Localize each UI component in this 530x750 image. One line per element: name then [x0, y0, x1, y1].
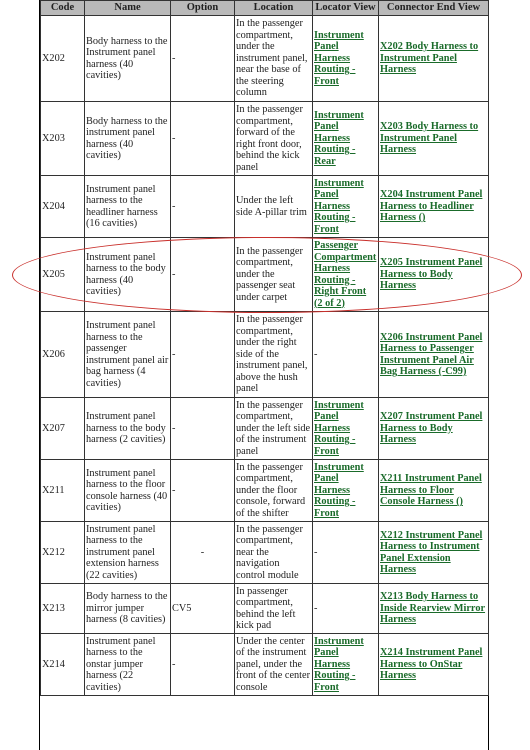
connector-end-view-cell [379, 312, 489, 398]
name-cell: Instrument panel harness to the passenger instrument panel air bag harness (4 cavities) [85, 312, 171, 398]
connector-end-view-cell [379, 460, 489, 522]
option-cell: - [171, 634, 235, 696]
table-row [41, 102, 489, 176]
locator-view-link[interactable]: Instrument Panel Harness Routing - Front [314, 177, 364, 235]
locator-view-link[interactable]: Instrument Panel Harness Routing - Front [314, 635, 364, 693]
option-cell: CV5 [171, 584, 235, 634]
header-row [41, 1, 489, 16]
connector-end-view-link[interactable]: X203 Body Harness to Instrument Panel Harness [380, 121, 479, 156]
name-cell: Instrument panel harness to the floor console harness (40 cavities) [85, 460, 171, 522]
code-cell: X214 [41, 634, 85, 696]
location-cell: In passenger compartment, behind the left kick pad [235, 584, 313, 634]
name-cell: Body harness to the mirror jumper harness (8 cavities) [85, 584, 171, 634]
code-cell: X207 [41, 398, 85, 460]
header-connector-end-view: Connector End View [379, 1, 489, 16]
location-cell: In the passenger compartment, under the left side of the instrument panel [235, 398, 313, 460]
location-cell: In the passenger compartment, near the navigation control module [235, 522, 313, 584]
locator-view-cell [313, 634, 379, 696]
locator-view-cell [313, 176, 379, 238]
location-cell: In the passenger compartment, under the instrument panel, near the base of the steering column [235, 16, 313, 102]
code-cell: X212 [41, 522, 85, 584]
option-cell: - [171, 238, 235, 312]
option-cell: - [171, 522, 235, 584]
name-cell: Body harness to the Instrument panel harness (40 cavities) [85, 16, 171, 102]
code-cell: X203 [41, 102, 85, 176]
option-cell: - [171, 102, 235, 176]
code-cell: X202 [41, 16, 85, 102]
connector-end-view-link[interactable]: X202 Body Harness to Instrument Panel Harness [380, 41, 479, 76]
table-row [41, 460, 489, 522]
table-row [41, 176, 489, 238]
table-row [41, 584, 489, 634]
header-code: Code [41, 1, 85, 16]
location-cell: In the passenger compartment, forward of the right front door, behind the kick panel [235, 102, 313, 176]
connector-end-view-cell [379, 584, 489, 634]
name-cell: Body harness to the instrument panel harness (40 cavities) [85, 102, 171, 176]
location-cell: In the passenger compartment, under the right side of the instrument panel, above the hush panel [235, 312, 313, 398]
connector-end-view-cell [379, 102, 489, 176]
locator-view-link[interactable]: Instrument Panel Harness Routing - Front [314, 29, 364, 87]
option-cell: - [171, 312, 235, 398]
option-cell: - [171, 398, 235, 460]
table-row [41, 312, 489, 398]
code-cell: X204 [41, 176, 85, 238]
table-row [41, 238, 489, 312]
connector-table [40, 0, 489, 696]
location-cell: Under the left side A-pillar trim [235, 176, 313, 238]
locator-view-link[interactable]: Instrument Panel Harness Routing - Rear [314, 109, 364, 167]
connector-end-view-cell [379, 522, 489, 584]
connector-end-view-cell [379, 238, 489, 312]
name-cell: Instrument panel harness to the body harness (2 cavities) [85, 398, 171, 460]
connector-end-view-link[interactable]: X206 Instrument Panel Harness to Passenger Instrument Panel Air Bag Harness (-C99) [380, 331, 483, 377]
header-option: Option [171, 1, 235, 16]
table-row [41, 522, 489, 584]
locator-view-cell: - [313, 312, 379, 398]
connector-end-view-cell [379, 176, 489, 238]
locator-view-link[interactable]: Instrument Panel Harness Routing - Front [314, 461, 364, 519]
name-cell: Instrument panel harness to the body harness (40 cavities) [85, 238, 171, 312]
locator-view-cell [313, 398, 379, 460]
location-cell: In the passenger compartment, under the passenger seat under carpet [235, 238, 313, 312]
connector-end-view-link[interactable]: X211 Instrument Panel Harness to Floor Console Harness () [380, 473, 482, 508]
locator-view-link[interactable]: Instrument Panel Harness Routing - Front [314, 399, 364, 457]
connector-table-page [39, 0, 489, 750]
locator-view-cell: - [313, 522, 379, 584]
code-cell: X211 [41, 460, 85, 522]
locator-view-link[interactable]: Passenger Compartment Harness Routing - Right Front (2 of 2) [314, 240, 377, 309]
name-cell: Instrument panel harness to the onstar jumper harness (22 cavities) [85, 634, 171, 696]
connector-end-view-link[interactable]: X204 Instrument Panel Harness to Headliner Harness () [380, 189, 483, 224]
connector-end-view-link[interactable]: X214 Instrument Panel Harness to OnStar Harness [380, 647, 483, 682]
locator-view-cell [313, 16, 379, 102]
name-cell: Instrument panel harness to the instrument panel extension harness (22 cavities) [85, 522, 171, 584]
connector-end-view-link[interactable]: X212 Instrument Panel Harness to Instrument Panel Extension Harness [380, 529, 483, 575]
connector-end-view-cell [379, 16, 489, 102]
locator-view-cell [313, 102, 379, 176]
connector-end-view-cell [379, 634, 489, 696]
locator-view-cell [313, 238, 379, 312]
connector-end-view-link[interactable]: X207 Instrument Panel Harness to Body Harness [380, 411, 483, 446]
location-cell: Under the center of the instrument panel, under the front of the center console [235, 634, 313, 696]
option-cell: - [171, 460, 235, 522]
name-cell: Instrument panel harness to the headliner harness (16 cavities) [85, 176, 171, 238]
locator-view-cell [313, 460, 379, 522]
connector-end-view-cell [379, 398, 489, 460]
header-locator-view: Locator View [313, 1, 379, 16]
connector-end-view-link[interactable]: X213 Body Harness to Inside Rearview Mirror Harness [380, 591, 486, 626]
locator-view-cell: - [313, 584, 379, 634]
option-cell: - [171, 16, 235, 102]
table-row [41, 634, 489, 696]
table-row [41, 16, 489, 102]
code-cell: X206 [41, 312, 85, 398]
code-cell: X205 [41, 238, 85, 312]
location-cell: In the passenger compartment, under the floor console, forward of the shifter [235, 460, 313, 522]
code-cell: X213 [41, 584, 85, 634]
header-name: Name [85, 1, 171, 16]
option-cell: - [171, 176, 235, 238]
header-location: Location [235, 1, 313, 16]
table-row [41, 398, 489, 460]
connector-end-view-link[interactable]: X205 Instrument Panel Harness to Body Harness [380, 257, 483, 292]
